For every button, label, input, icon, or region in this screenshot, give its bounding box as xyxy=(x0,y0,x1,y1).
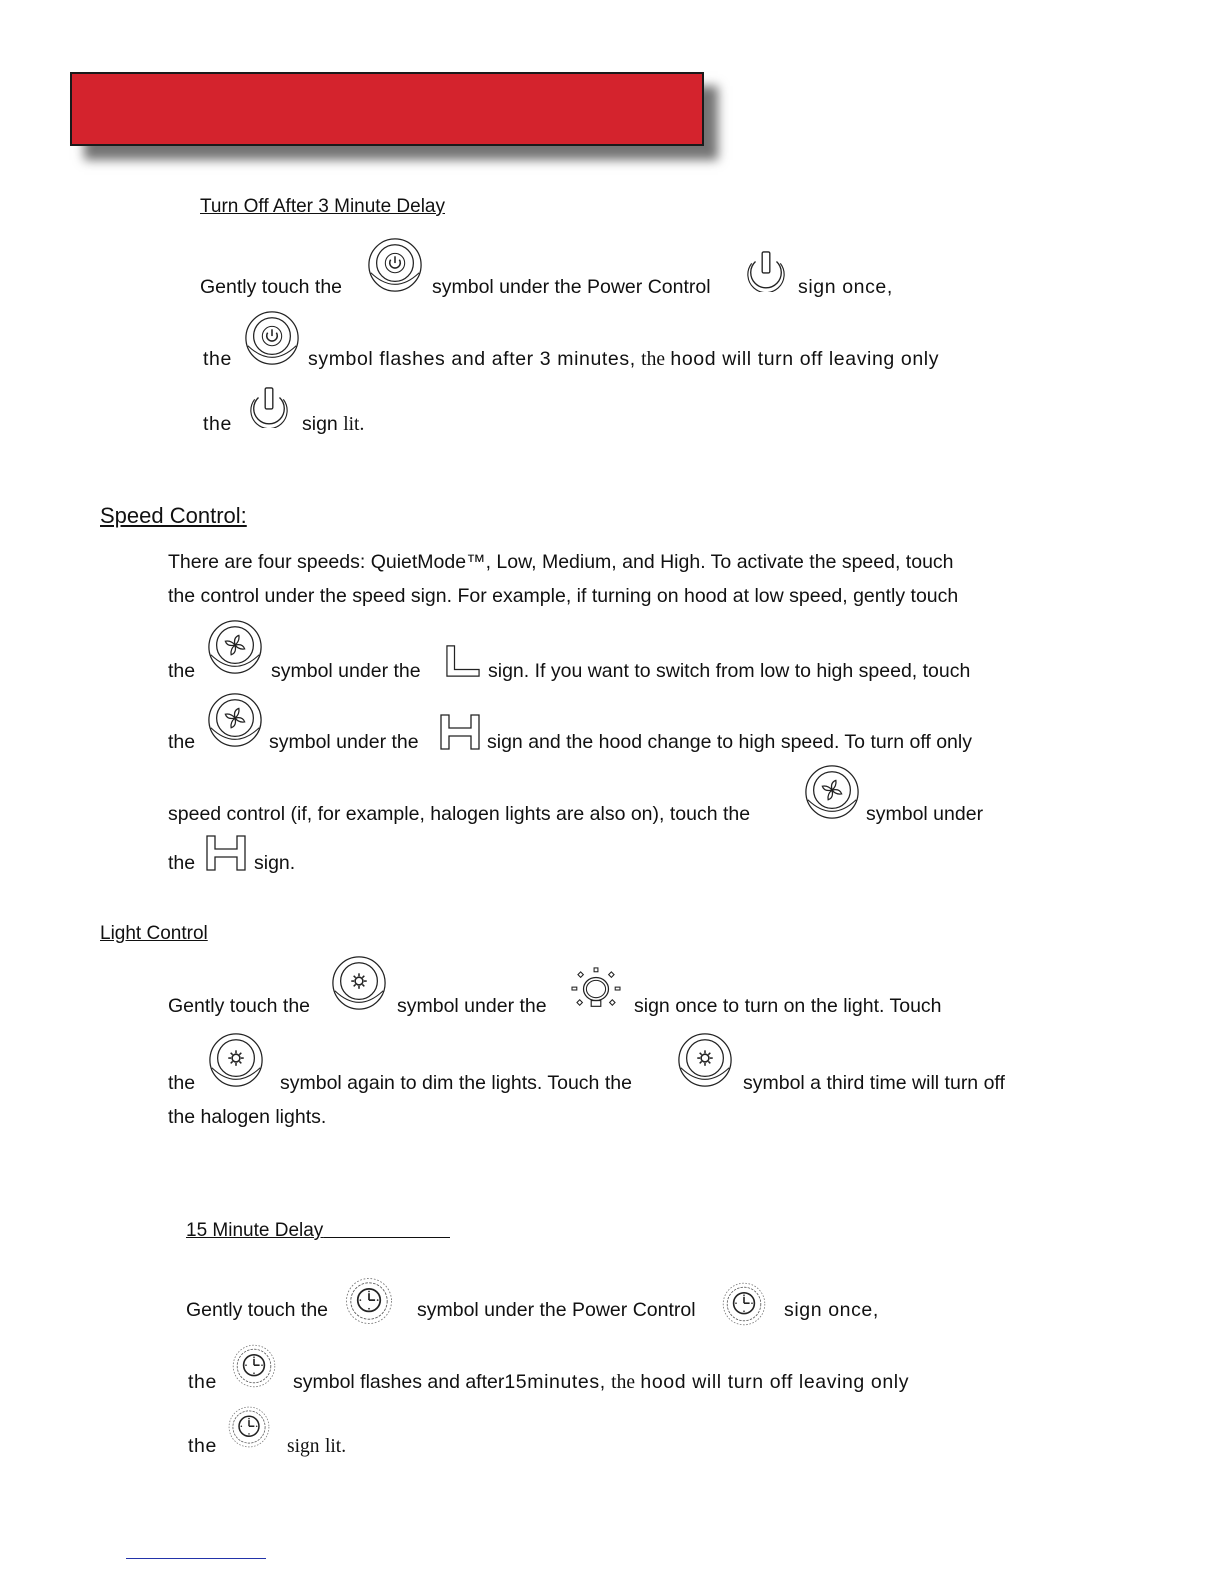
section-banner xyxy=(70,72,704,146)
delay3-line3-start: the xyxy=(203,413,232,435)
delay15-line1-end: sign once, xyxy=(784,1299,879,1321)
speed-line5-end: symbol under xyxy=(866,803,984,825)
fan-button-icon xyxy=(803,763,861,821)
light-heading: Light Control xyxy=(100,923,208,944)
delay15-line2-text: symbol flashes and after15minutes, the hood will turn off leaving only xyxy=(293,1371,910,1393)
speed-line4-start: the xyxy=(168,731,196,753)
delay15-line3-start: the xyxy=(188,1435,217,1457)
speed-line4-mid: symbol under the xyxy=(269,731,419,753)
high-speed-sign-icon xyxy=(204,834,248,872)
light-line2-start: the xyxy=(168,1072,196,1094)
fan-button-icon xyxy=(206,618,264,676)
delay15-line3-end: sign lit. xyxy=(287,1436,347,1457)
speed-line6-start: the xyxy=(168,852,196,874)
delay3-heading: Turn Off After 3 Minute Delay xyxy=(200,196,445,217)
low-speed-sign-icon xyxy=(444,644,482,678)
speed-para-line2: the control under the speed sign. For example, if turning on hood at low speed, gently touch xyxy=(168,585,959,607)
delay15-heading: 15 Minute Delay xyxy=(186,1220,324,1241)
fan-button-icon xyxy=(206,691,264,749)
light-bulb-sign-icon xyxy=(566,966,626,1014)
delay15-line1-start: Gently touch the xyxy=(186,1299,329,1321)
footer-rule xyxy=(126,1558,266,1559)
light-line2-mid: symbol again to dim the lights. Touch the xyxy=(280,1072,632,1094)
light-line2-end: symbol a third time will turn off xyxy=(743,1072,1005,1094)
speed-line6-end: sign. xyxy=(254,852,296,874)
power-sign-icon xyxy=(742,250,790,292)
power-sign-icon xyxy=(245,386,293,428)
delay3-line1-start: Gently touch the xyxy=(200,276,343,298)
delay3-line1-end: sign once, xyxy=(798,276,893,298)
speed-heading: Speed Control: xyxy=(100,503,247,528)
speed-para-line1: There are four speeds: QuietMode™, Low, Medium, and High. To activate the speed, touch xyxy=(168,551,954,573)
clock-button-icon xyxy=(230,1342,278,1390)
delay3-line3-end: sign lit. xyxy=(302,413,365,435)
light-button-icon xyxy=(207,1031,265,1089)
delay15-line2-start: the xyxy=(188,1371,217,1393)
delay3-line2-start: the xyxy=(203,348,232,370)
speed-line3-start: the xyxy=(168,660,196,682)
clock-button-icon xyxy=(343,1275,395,1327)
high-speed-sign-icon xyxy=(438,713,482,751)
power-button-icon xyxy=(366,236,424,294)
clock-button-icon xyxy=(226,1404,272,1450)
light-button-icon xyxy=(676,1031,734,1089)
light-button-icon xyxy=(330,954,388,1012)
speed-line4-end: sign and the hood change to high speed. To turn off only xyxy=(487,731,972,753)
light-line1-mid: symbol under the xyxy=(397,995,547,1017)
delay3-line2-text: symbol flashes and after 3 minutes, the hood will turn off leaving only xyxy=(308,348,940,370)
light-line1-start: Gently touch the xyxy=(168,995,311,1017)
speed-line5-start: speed control (if, for example, halogen lights are also on), touch the xyxy=(168,803,751,825)
clock-button-icon xyxy=(720,1280,768,1328)
speed-line3-mid: symbol under the xyxy=(271,660,421,682)
delay15-line1-mid: symbol under the Power Control xyxy=(417,1299,696,1321)
power-button-icon xyxy=(243,309,301,367)
speed-line3-end: sign. If you want to switch from low to high speed, touch xyxy=(488,660,971,682)
delay3-line1-mid: symbol under the Power Control xyxy=(432,276,711,298)
light-line1-end: sign once to turn on the light. Touch xyxy=(634,995,942,1017)
light-line3: the halogen lights. xyxy=(168,1106,327,1128)
